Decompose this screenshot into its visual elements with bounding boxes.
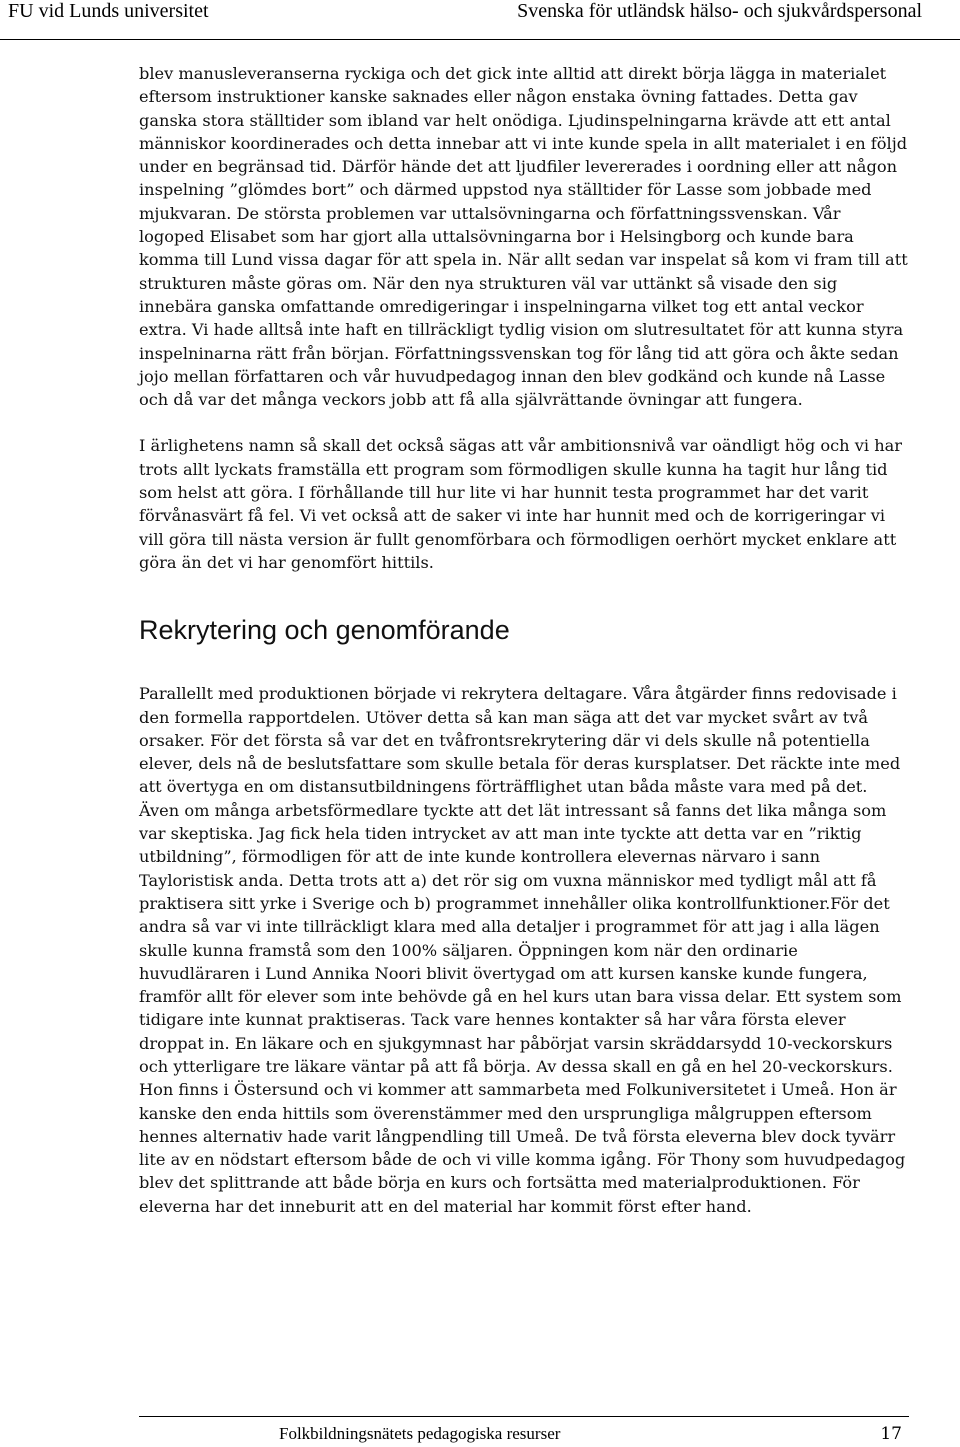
header-course-title: Svenska för utländsk hälso- och sjukvårdspersonal: [517, 0, 922, 22]
section-heading: Rekrytering och genomförande: [139, 615, 510, 646]
paragraph-production: blev manusleveranserna ryckiga och det gick inte alltid att direkt börja lägga in materialet eftersom instruktioner kanske saknades eller någon enstaka övning fattades. Detta gav ganska stora ställtider som ibland var helt onödiga. Ljudinspelningarna krävde att ett antal människor koordinerades och detta innebar att vi inte kunde spela in allt materialet i en följd under en begränsad tid. Därför hände det att ljudfiler levererades i oordning eller att någon inspelning ”glömdes bort” och därmed uppstod nya ställtider för Lasse som jobbade med mjukvaran. De största problemen var uttalsövningarna och författningssvenskan. Vår logoped Elisabet som har gjort alla uttalsövningarna bor i Helsingborg och kunde bara komma till Lund vissa dagar för att spela in. När allt sedan var inspelat så kom vi fram till att strukturen måste göras om. När den nya strukturen väl var uttänkt så visade den sig innebära ganska omfattande omredigeringar i inspelningarna vilket tog ett antal veckor extra. Vi hade alltså inte haft en tillräckligt tydlig vision om slutresultatet för att kunna styra inspelninarna rätt från början. Författningssvenskan tog för lång tid att göra och åkte sedan jojo mellan författaren och vår huvudpedagog innan den blev godkänd och kunde nå Lasse och då var det många veckors jobb att få alla självrättande övningar att fungera.: [139, 64, 908, 410]
document-body: [139, 62, 909, 1218]
paragraph-recruitment: Parallellt med produktionen började vi rekrytera deltagare. Våra åtgärder finns redovisade i den formella rapportdelen. Utöver detta så kan man säga att det var mycket svårt av två orsaker. För det första så var det en tvåfrontsrekrytering där vi dels skulle nå potentiella elever, dels nå de beslutsfattare som skulle betala för deras kursplatser. Det räckte inte med att övertyga en om distansutbildningens förträfflighet utan båda måste vara med på det. Även om många arbetsförmedlare tyckte att det lät intressant så fanns det lika många som var skeptiska. Jag fick hela tiden intrycket av att man inte tyckte att detta var en ”riktig utbildning”, förmodligen för att de inte kunde kontrollera elevernas närvaro i sann Tayloristisk anda. Detta trots att a) det rör sig om vuxna människor med tydligt mål att få praktisera sitt yrke i Sverige och b) programmet innehåller olika kontrollfunktioner.För det andra så var vi inte tillräckligt klara med alla detaljer i programmet för att jag i alla lägen skulle kunna framstå som den 100% säljaren. Öppningen kom när den ordinarie huvudläraren i Lund Annika Noori blivit övertygad om att kursen kanske kunde fungera, framför allt för elever som inte behövde gå en hel kurs utan bara vissa delar. Ett system som tidigare inte kunnat praktiseras. Tack vare hennes kontakter så har våra första elever droppat in. En läkare och en sjukgymnast har påbörjat varsin skräddarsydd 10-veckorskurs och ytterligare tre läkare väntar på att få börja. Av dessa skall en gå en hel 20-veckorskurs. Hon finns i Östersund och vi kommer att sammarbeta med Folkuniversitetet i Umeå. Hon är kanske den enda hittils som överenstämmer med den ursprungliga målgruppen eftersom hennes alternativ hade varit långpendling till Umeå. De två första eleverna blev dock tyvärr lite av en nödstart eftersom både de och vi ville komma igång. För Thony som huvudpedagog blev det splittrande att både börja en kurs och fortsätta med materialproduktionen. För eleverna har det inneburit att en del material har kommit först efter hand.: [139, 684, 906, 1216]
footer-divider: [139, 1416, 909, 1417]
header-institution: FU vid Lunds universitet: [8, 0, 209, 22]
footer-publication-title: Folkbildningsnätets pedagogiska resurser: [279, 1424, 561, 1443]
paragraph-ambition: I ärlighetens namn så skall det också sägas att vår ambitionsnivå var oändligt hög och vi har trots allt lyckats framställa ett program som förmodligen skulle kunna ha tagit hur lång tid som helst att göra. I förhållande till hur lite vi har hunnit testa programmet har det varit förvånasvärt få fel. Vi vet också att de saker vi inte har hunnit med och de korrigeringar vi vill göra till nästa version är fullt genomförbara och förmodligen oerhört mycket enklare att göra än det vi har genomfört hittils.: [139, 436, 903, 572]
page-header: [0, 0, 960, 40]
page-number: 17: [880, 1424, 902, 1444]
page-footer: [0, 1416, 960, 1447]
